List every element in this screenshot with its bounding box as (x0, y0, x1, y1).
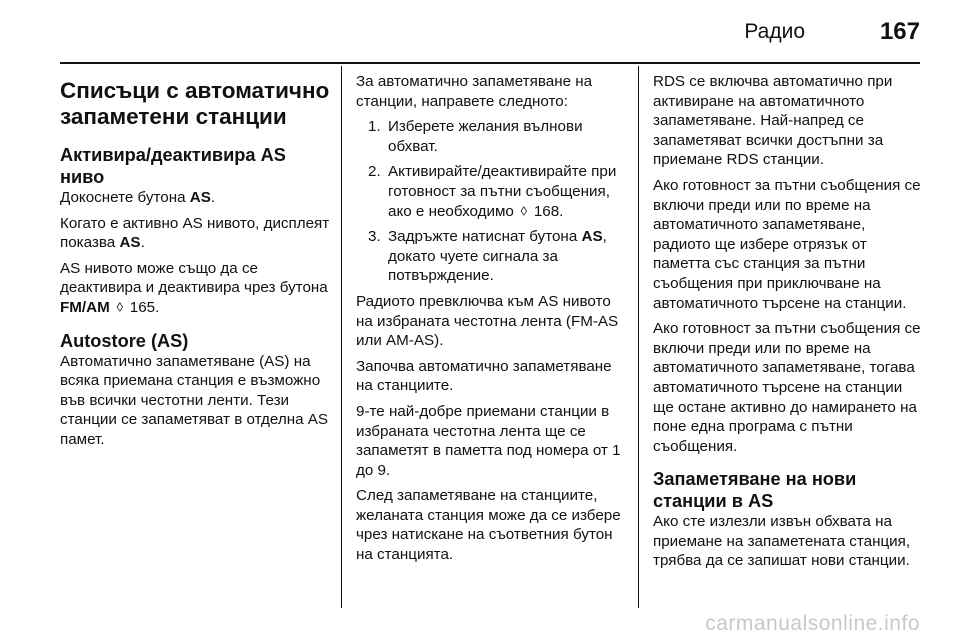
paragraph: RDS се включва автоматично при активиране на автоматичното запаметяване. Най-напред се запаметяват всички достъпни за приемане RDS станции. (653, 73, 893, 169)
subheading-autostore: Autostore (AS) (60, 330, 189, 351)
paragraph: Автоматично запаметяване (AS) на всяка приемана станция е възможно във всички честотни ленти. Тези станции се запаметяват в отделна AS памет. (60, 352, 329, 448)
button-ref-as: AS (189, 189, 211, 206)
list-item: 1. Изберете желания вълнови обхват. (368, 118, 583, 155)
numbered-list (356, 117, 628, 286)
paragraph: За автоматично запаметяване на станции, направете следното: (356, 73, 593, 110)
header-rule (60, 62, 920, 64)
paragraph: Докоснете бутона AS. (60, 189, 216, 206)
paragraph: Ако сте излезли извън обхвата на приемане на запаметената станция, трябва да се запишат нови станции. (653, 513, 911, 570)
paragraph: След запаметяване на станциите, желаната станция може да се избере чрез натискане на съответния бутон на станцията. (356, 487, 621, 564)
page-reference-icon: ◊ (520, 203, 528, 219)
page-reference-link[interactable]: 168. (529, 202, 564, 220)
paragraph: 9-те най-добре приемани станции в избраната честотна лента ще се запаметят в паметта под номера от 1 до 9. (356, 402, 621, 479)
paragraph: AS нивото може също да се деактивира и деактивира чрез бутона FM/AM ◊ 165. (60, 259, 328, 316)
paragraph: Радиото превключва към AS нивото на избраната честотна лента (FM-AS или AM-AS). (356, 292, 619, 350)
column-divider-2 (638, 66, 639, 608)
watermark: carmanualsonline.info (705, 612, 920, 635)
page-header (60, 14, 920, 50)
paragraph: Когато е активно AS нивото, дисплеят показва AS. (60, 214, 330, 252)
list-item: 3. Задръжте натиснат бутона AS, докато чуете сигнала за потвърждение. (368, 228, 607, 285)
main-heading: Списъци с автоматично запаметени станции (60, 78, 330, 129)
column-divider-1 (341, 66, 342, 608)
button-ref-as: AS (119, 234, 141, 252)
column-2 (356, 72, 628, 571)
paragraph: Ако готовност за пътни съобщения се включи преди или по време на автоматичното запаметяване, тогава автоматичното търсене на станции ще остане активно до намирането на поне една програма с пътни съобщения. (653, 320, 921, 455)
subheading-new-stations: Запаметяване на нови станции в AS (653, 469, 857, 512)
button-ref-as: AS (581, 228, 603, 246)
page-number: 167 (879, 18, 920, 45)
paragraph: Ако готовност за пътни съобщения се включи преди или по време на автоматичното запаметяване, радиото ще избере отрязък от паметта със станция за пътни съобщения при приключване на автоматичното търсене на станции. (653, 176, 921, 312)
list-item: 2. Активирайте/деактивирайте при готовност за пътни съобщения, ако е необходимо ◊ 168. (368, 163, 617, 220)
page-reference-icon: ◊ (116, 300, 123, 315)
column-3 (653, 72, 925, 577)
subheading-as-level: Активира/деактивира AS ниво (60, 145, 286, 187)
paragraph: Започва автоматично запаметяване на станциите. (356, 357, 612, 395)
button-ref-fmam: FM/AM (60, 298, 110, 316)
section-title: Радио (744, 20, 805, 43)
column-1 (60, 72, 332, 456)
page-reference-link[interactable]: 165. (125, 298, 160, 316)
